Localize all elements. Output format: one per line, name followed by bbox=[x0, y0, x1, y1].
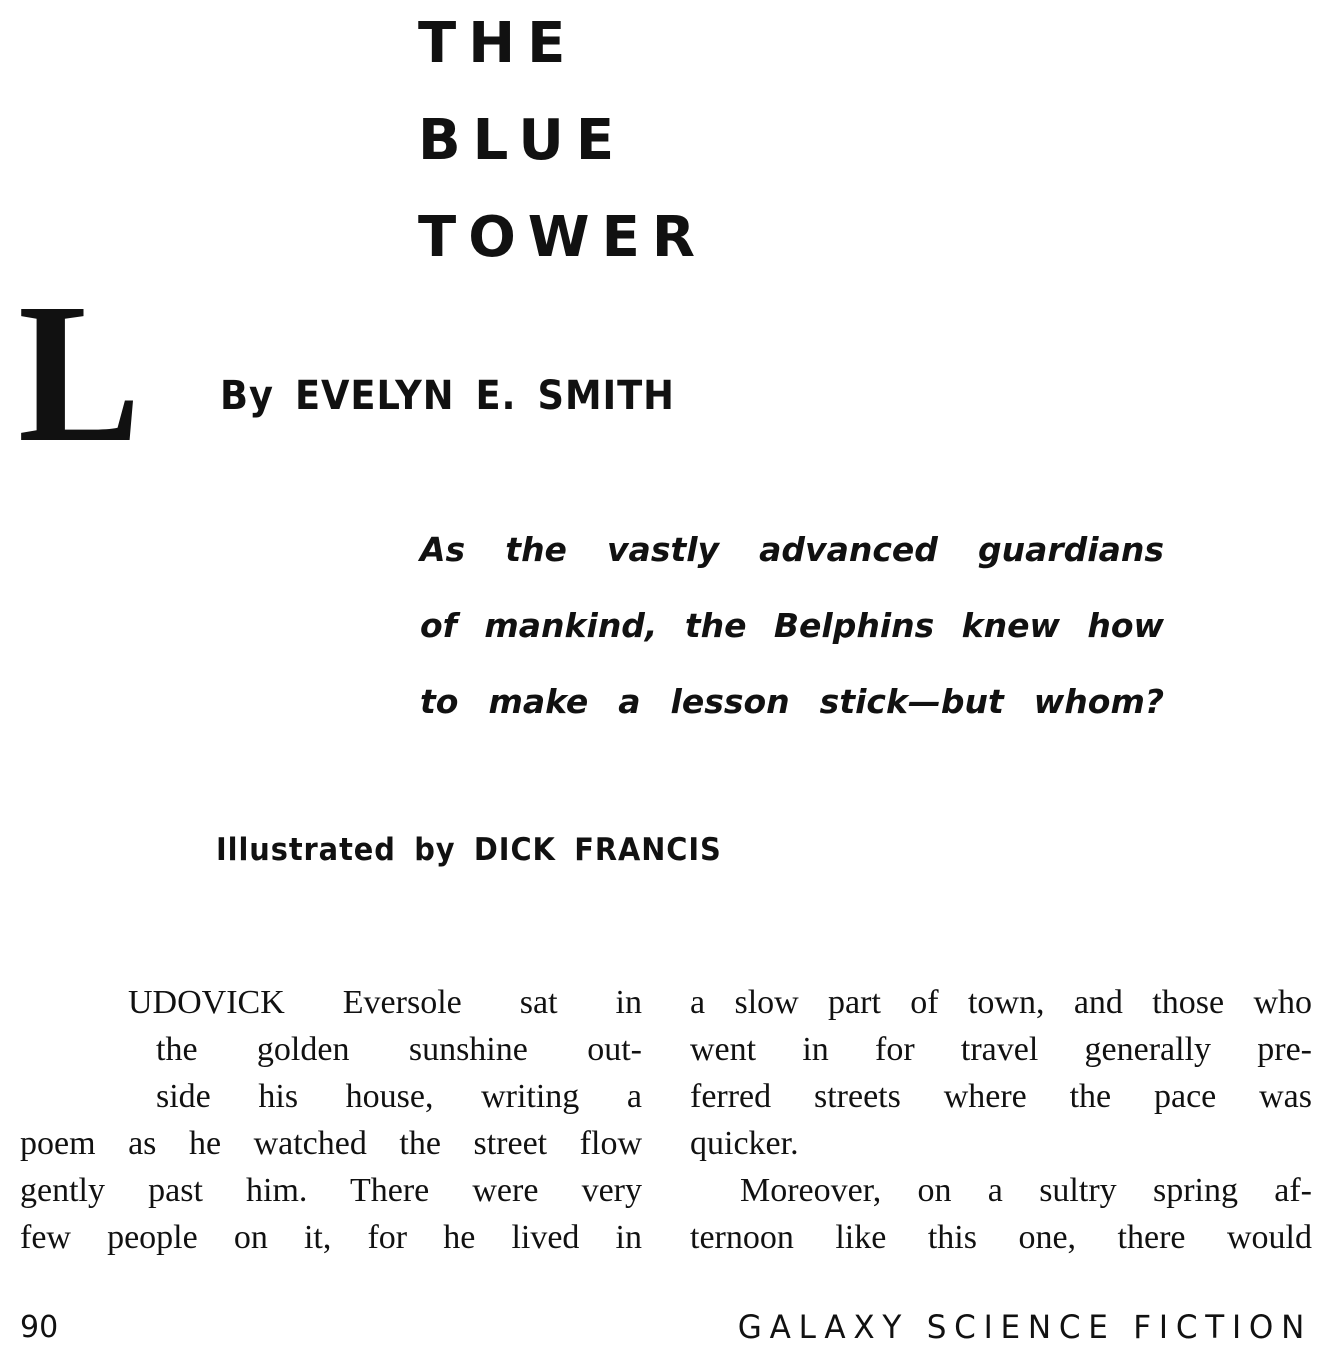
blurb-line: As the vastly advanced guardians bbox=[420, 530, 1164, 569]
illustrator-credit: Illustrated by DICK FRANCIS bbox=[216, 832, 722, 868]
author-byline: By EVELYN E. SMITH bbox=[220, 373, 675, 419]
body-text-line: went in for travel generally pre- bbox=[690, 1031, 1312, 1068]
body-text-line: ferred streets where the pace was bbox=[690, 1078, 1312, 1115]
body-text-line: UDOVICK Eversole sat in bbox=[128, 984, 642, 1021]
story-title-line: TOWER bbox=[418, 205, 707, 270]
body-text-line: gently past him. There were very bbox=[20, 1172, 642, 1209]
magazine-running-footer: GALAXY SCIENCE FICTION bbox=[737, 1308, 1312, 1346]
story-title-line: BLUE bbox=[418, 108, 627, 173]
blurb-line: of mankind, the Belphins knew how bbox=[420, 606, 1164, 645]
body-text-line: the golden sunshine out- bbox=[156, 1031, 642, 1068]
story-title-line: THE bbox=[418, 11, 578, 76]
body-text-line: side his house, writing a bbox=[156, 1078, 642, 1115]
page-number: 90 bbox=[20, 1310, 59, 1345]
drop-cap: L bbox=[18, 263, 141, 484]
body-text-line: poem as he watched the street flow bbox=[20, 1125, 642, 1162]
blurb-line: to make a lesson stick—but whom? bbox=[420, 682, 1164, 721]
body-text-line: Moreover, on a sultry spring af- bbox=[740, 1172, 1312, 1209]
body-text-line: ternoon like this one, there would bbox=[690, 1219, 1312, 1256]
body-text-line: a slow part of town, and those who bbox=[690, 984, 1312, 1021]
body-text-line: few people on it, for he lived in bbox=[20, 1219, 642, 1256]
body-text-line: quicker. bbox=[690, 1125, 799, 1162]
